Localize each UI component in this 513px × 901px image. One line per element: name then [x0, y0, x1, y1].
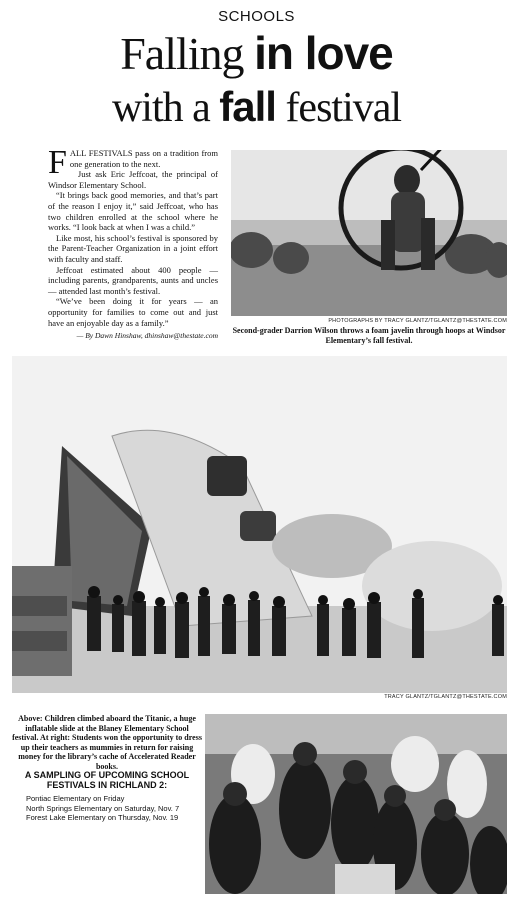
article-body: [48, 144, 218, 342]
photo-child-hoops-image: [231, 150, 507, 316]
article-paragraph: Just ask Eric Jeffcoat, the principal of Windsor Elementary School.: [48, 169, 218, 190]
headline-festival: festival: [275, 85, 402, 131]
headline-fall: fall: [219, 83, 276, 130]
festival-list-title: A SAMPLING OF UPCOMING SCHOOL FESTIVALS IN RICHLAND 2:: [24, 770, 190, 790]
drop-cap: F: [48, 144, 67, 181]
photo-child-hoops: [231, 150, 507, 316]
headline-in-love: in love: [254, 27, 393, 79]
festival-list-item: Forest Lake Elementary on Thursday, Nov. 19: [26, 813, 179, 822]
photo1-caption: Second-grader Darrion Wilson throws a foam javelin through hoops at Windsor Elementary’s fall festival.: [232, 326, 506, 345]
festival-list-item: Pontiac Elementary on Friday: [26, 794, 125, 803]
headline-with-a: with a: [111, 85, 220, 131]
photo-titanic-slide-image: [12, 356, 507, 693]
article-paragraph: “It brings back good memories, and that’s part of the reason I enjoy it,” said Jeffcoat, who has two children enrolled at the school where he works. “I look back at when I was a child.”: [48, 190, 218, 233]
bottom-caption: Above: Children climbed aboard the Titanic, a huge inflatable slide at the Blaney Elementary School festival. At right: Students won the opportunity to dress up their teachers as mummies in return for raising money for the library’s cache of Accelerated Reader books.: [12, 714, 202, 771]
photo2-credit: TRACY GLANTZ/TGLANTZ@THESTATE.COM: [384, 694, 507, 700]
photo1-credit: PHOTOGRAPHS BY TRACY GLANTZ/TGLANTZ@THESTATE.COM: [328, 318, 507, 324]
article-paragraph: “We’ve been doing it for years — an opportunity for families to come out and just have an enjoyable day as a family.”: [48, 296, 218, 328]
festival-list: [26, 794, 202, 823]
article-paragraph: Jeffcoat estimated about 400 people — including parents, grandparents, aunts and uncles — attended last month’s festival.: [48, 264, 218, 296]
byline: — By Dawn Hinshaw, dhinshaw@thestate.com: [76, 331, 218, 341]
photo-titanic-slide: [12, 356, 507, 693]
article-paragraph: ALL FESTIVALS pass on a tradition from one generation to the next.: [69, 148, 218, 169]
photo-teacher-mummies-image: [205, 714, 507, 894]
headline-line-2: [0, 83, 513, 131]
festival-list-item: North Springs Elementary on Saturday, Nov. 7: [26, 803, 180, 813]
photo-teacher-mummies: [205, 714, 507, 894]
section-label: SCHOOLS: [218, 8, 295, 25]
headline-falling: Falling: [120, 28, 255, 79]
article-paragraph: Like most, his school’s festival is sponsored by the Parent-Teacher Organization in a joint effort with faculty and staff.: [48, 232, 218, 264]
headline-line-1: [0, 27, 513, 79]
